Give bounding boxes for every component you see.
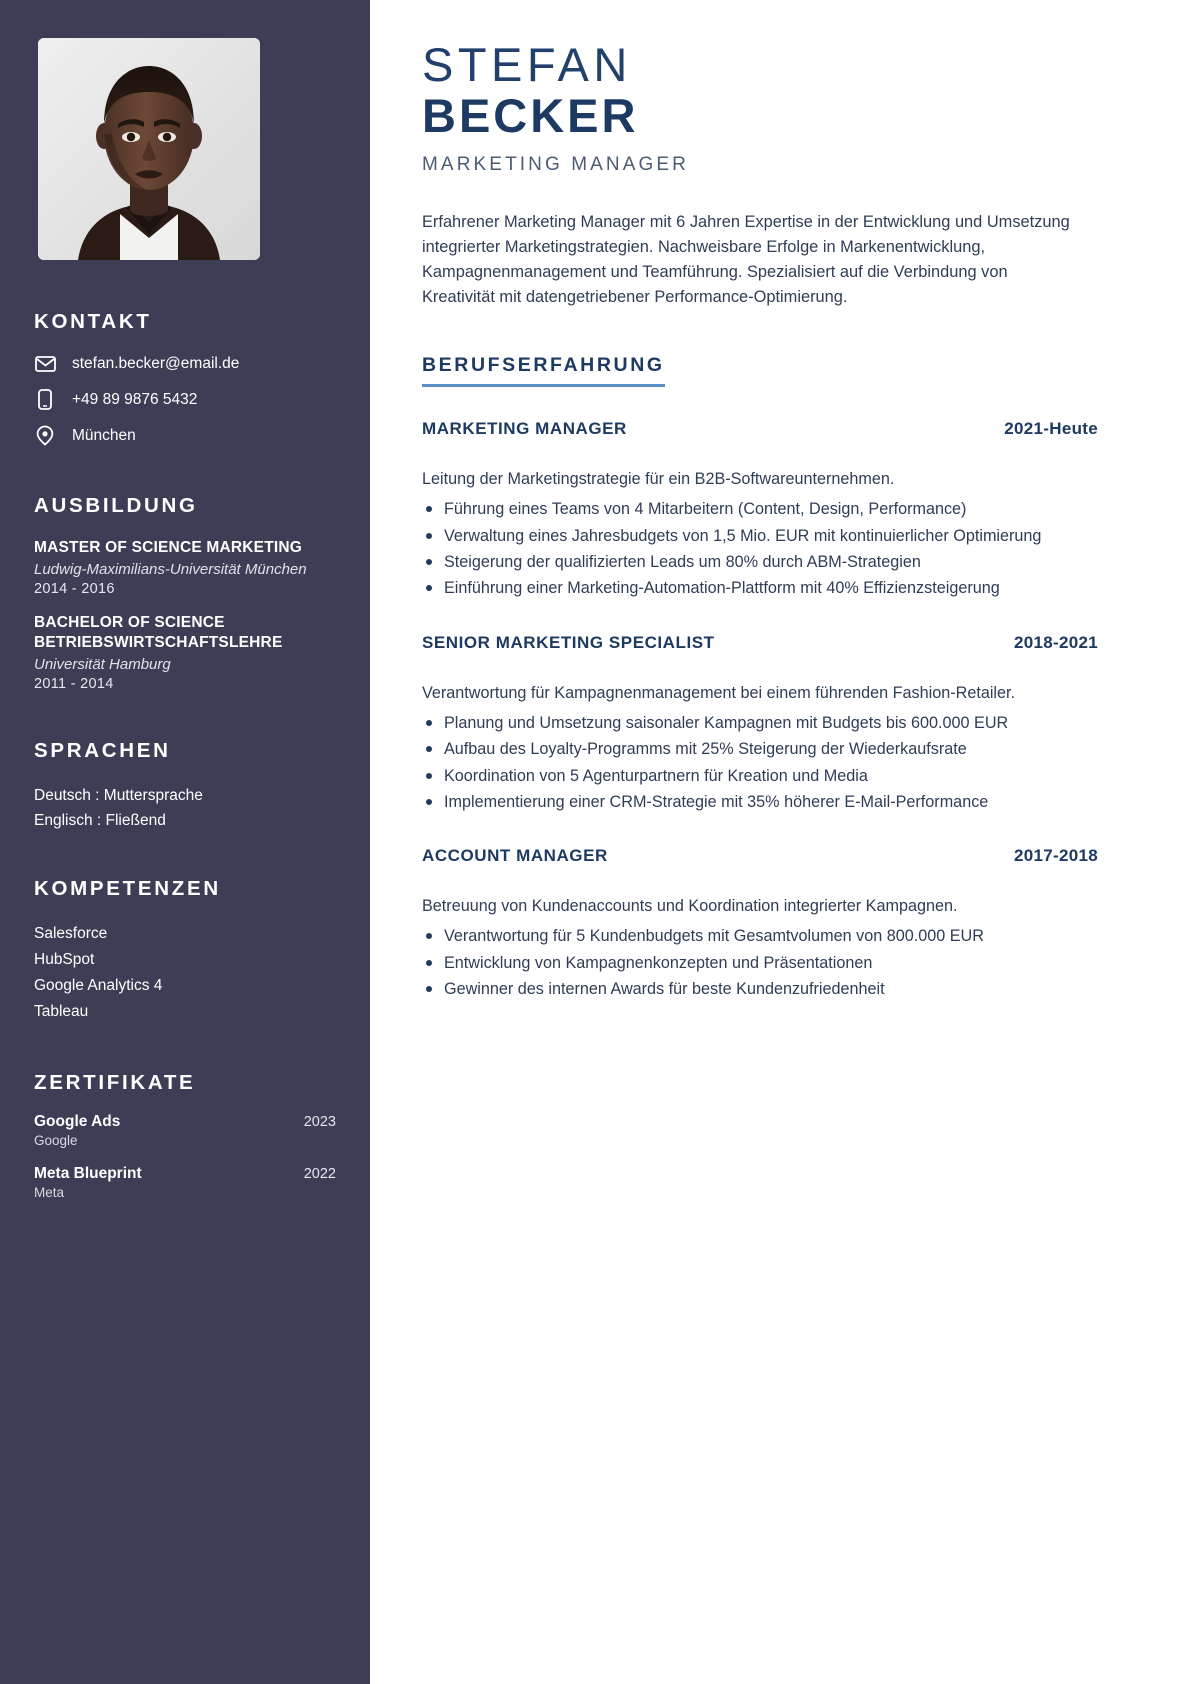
experience-bullet: Implementierung einer CRM-Strategie mit 35% höherer E-Mail-Performance (422, 790, 1098, 814)
first-name: STEFAN (422, 38, 632, 91)
contact-item-email[interactable] (34, 353, 336, 375)
experience-role: SENIOR MARKETING SPECIALIST (422, 632, 715, 652)
experience-item (422, 419, 1098, 600)
education-years: 2011 - 2014 (34, 676, 114, 693)
experience-description: Leitung der Marketingstrategie für ein B2B-Softwareunternehmen. (422, 470, 895, 489)
skill-item: Google Analytics 4 (34, 976, 163, 994)
experience-bullet-list (422, 497, 1098, 600)
experience-item (422, 633, 1098, 814)
location-pin-icon (34, 425, 56, 447)
certificate-name: Meta Blueprint (34, 1164, 142, 1182)
section-ausbildung (34, 494, 336, 693)
experience-bullet: Führung eines Teams von 4 Mitarbeitern (Content, Design, Performance) (422, 497, 1098, 521)
section-heading-sprachen: SPRACHEN (34, 739, 171, 763)
experience-dates: 2018-2021 (1014, 632, 1098, 652)
experience-bullet: Verantwortung für 5 Kundenbudgets mit Gesamtvolumen von 800.000 EUR (422, 924, 1098, 948)
job-title: MARKETING MANAGER (422, 153, 689, 175)
certificate-list (34, 1113, 336, 1200)
contact-list (34, 353, 336, 447)
contact-location-text: München (72, 426, 136, 444)
last-name: BECKER (422, 89, 639, 143)
experience-description: Betreuung von Kundenaccounts und Koordination integrierter Kampagnen. (422, 897, 958, 916)
experience-dates: 2017-2018 (1014, 846, 1098, 866)
profile-photo (38, 38, 260, 260)
contact-email-text: stefan.becker@email.de (72, 354, 240, 372)
skill-item: Tableau (34, 1002, 89, 1020)
language-list (34, 783, 336, 834)
experience-section-header (422, 354, 1098, 387)
certificate-header (34, 1113, 336, 1131)
education-school: Universität Hamburg (34, 655, 171, 673)
experience-bullet: Einführung einer Marketing-Automation-Plattform mit 40% Effizienzsteigerung (422, 576, 1098, 600)
section-heading-ausbildung: AUSBILDUNG (34, 493, 198, 517)
section-zertifikate (34, 1071, 336, 1200)
section-heading-kontakt: KONTAKT (34, 310, 152, 333)
skill-item: Salesforce (34, 924, 108, 942)
certificate-name: Google Ads (34, 1112, 121, 1130)
section-heading-kompetenzen: KOMPETENZEN (34, 877, 221, 901)
experience-header (422, 846, 1098, 866)
phone-icon (34, 389, 56, 411)
education-years: 2014 - 2016 (34, 581, 115, 598)
section-sprachen (34, 739, 336, 833)
experience-header (422, 633, 1098, 653)
education-item (34, 613, 336, 692)
certificate-issuer: Google (34, 1132, 78, 1148)
envelope-icon (34, 353, 56, 375)
experience-bullet: Steigerung der qualifizierten Leads um 80% durch ABM-Strategien (422, 550, 1098, 574)
certificate-header (34, 1165, 336, 1183)
professional-summary: Erfahrener Marketing Manager mit 6 Jahren Expertise in der Entwicklung und Umsetzung integrierter Marketingstrategien. Nachweisbare Erfolge in Markenentwicklung, Kampagnenmanagement und Teamführung. Spezialisiert auf die Verbindung von Kreativität mit datengetriebener Performance-Optimierung. (422, 212, 1070, 307)
contact-item-phone[interactable] (34, 389, 336, 411)
education-degree: BACHELOR OF SCIENCE BETRIEBSWIRTSCHAFTSLEHRE (34, 614, 283, 652)
skill-item: HubSpot (34, 950, 95, 968)
experience-dates: 2021-Heute (1004, 419, 1098, 439)
language-item: Englisch : Fließend (34, 812, 166, 830)
section-heading-zertifikate: ZERTIFIKATE (34, 1071, 196, 1095)
certificate-year: 2023 (303, 1113, 336, 1130)
experience-bullet: Koordination von 5 Agenturpartnern für Kreation und Media (422, 764, 1098, 788)
experience-bullet: Entwicklung von Kampagnenkonzepten und Präsentationen (422, 951, 1098, 975)
section-kompetenzen (34, 877, 336, 1025)
contact-item-location[interactable] (34, 425, 336, 447)
education-degree: MASTER OF SCIENCE MARKETING (34, 539, 303, 557)
experience-bullet-list (422, 924, 1098, 1001)
experience-role: MARKETING MANAGER (422, 419, 627, 439)
experience-bullet: Planung und Umsetzung saisonaler Kampagnen mit Budgets bis 600.000 EUR (422, 711, 1098, 735)
experience-bullet: Aufbau des Loyalty-Programms mit 25% Steigerung der Wiederkaufsrate (422, 737, 1098, 761)
language-item: Deutsch : Muttersprache (34, 786, 203, 804)
experience-item (422, 846, 1098, 1001)
experience-description: Verantwortung für Kampagnenmanagement bei einem führenden Fashion-Retailer. (422, 683, 1016, 702)
section-kontakt (34, 310, 336, 447)
experience-header (422, 419, 1098, 439)
experience-bullet-list (422, 711, 1098, 814)
certificate-year: 2022 (303, 1165, 336, 1182)
skill-list (34, 921, 336, 1025)
contact-phone-text: +49 89 9876 5432 (72, 390, 198, 408)
profile-photo-image (38, 38, 260, 260)
certificate-item (34, 1113, 336, 1148)
experience-role: ACCOUNT MANAGER (422, 846, 608, 866)
education-school: Ludwig-Maximilians-Universität München (34, 560, 307, 578)
sidebar (0, 0, 370, 1684)
certificate-item (34, 1165, 336, 1200)
experience-bullet: Gewinner des internen Awards für beste Kundenzufriedenheit (422, 977, 1098, 1001)
experience-bullet: Verwaltung eines Jahresbudgets von 1,5 Mio. EUR mit kontinuierlicher Optimierung (422, 524, 1098, 548)
section-heading-berufserfahrung: BERUFSERFAHRUNG (422, 354, 665, 387)
main-content (370, 0, 1190, 1684)
certificate-issuer: Meta (34, 1184, 65, 1200)
education-item (34, 538, 336, 597)
